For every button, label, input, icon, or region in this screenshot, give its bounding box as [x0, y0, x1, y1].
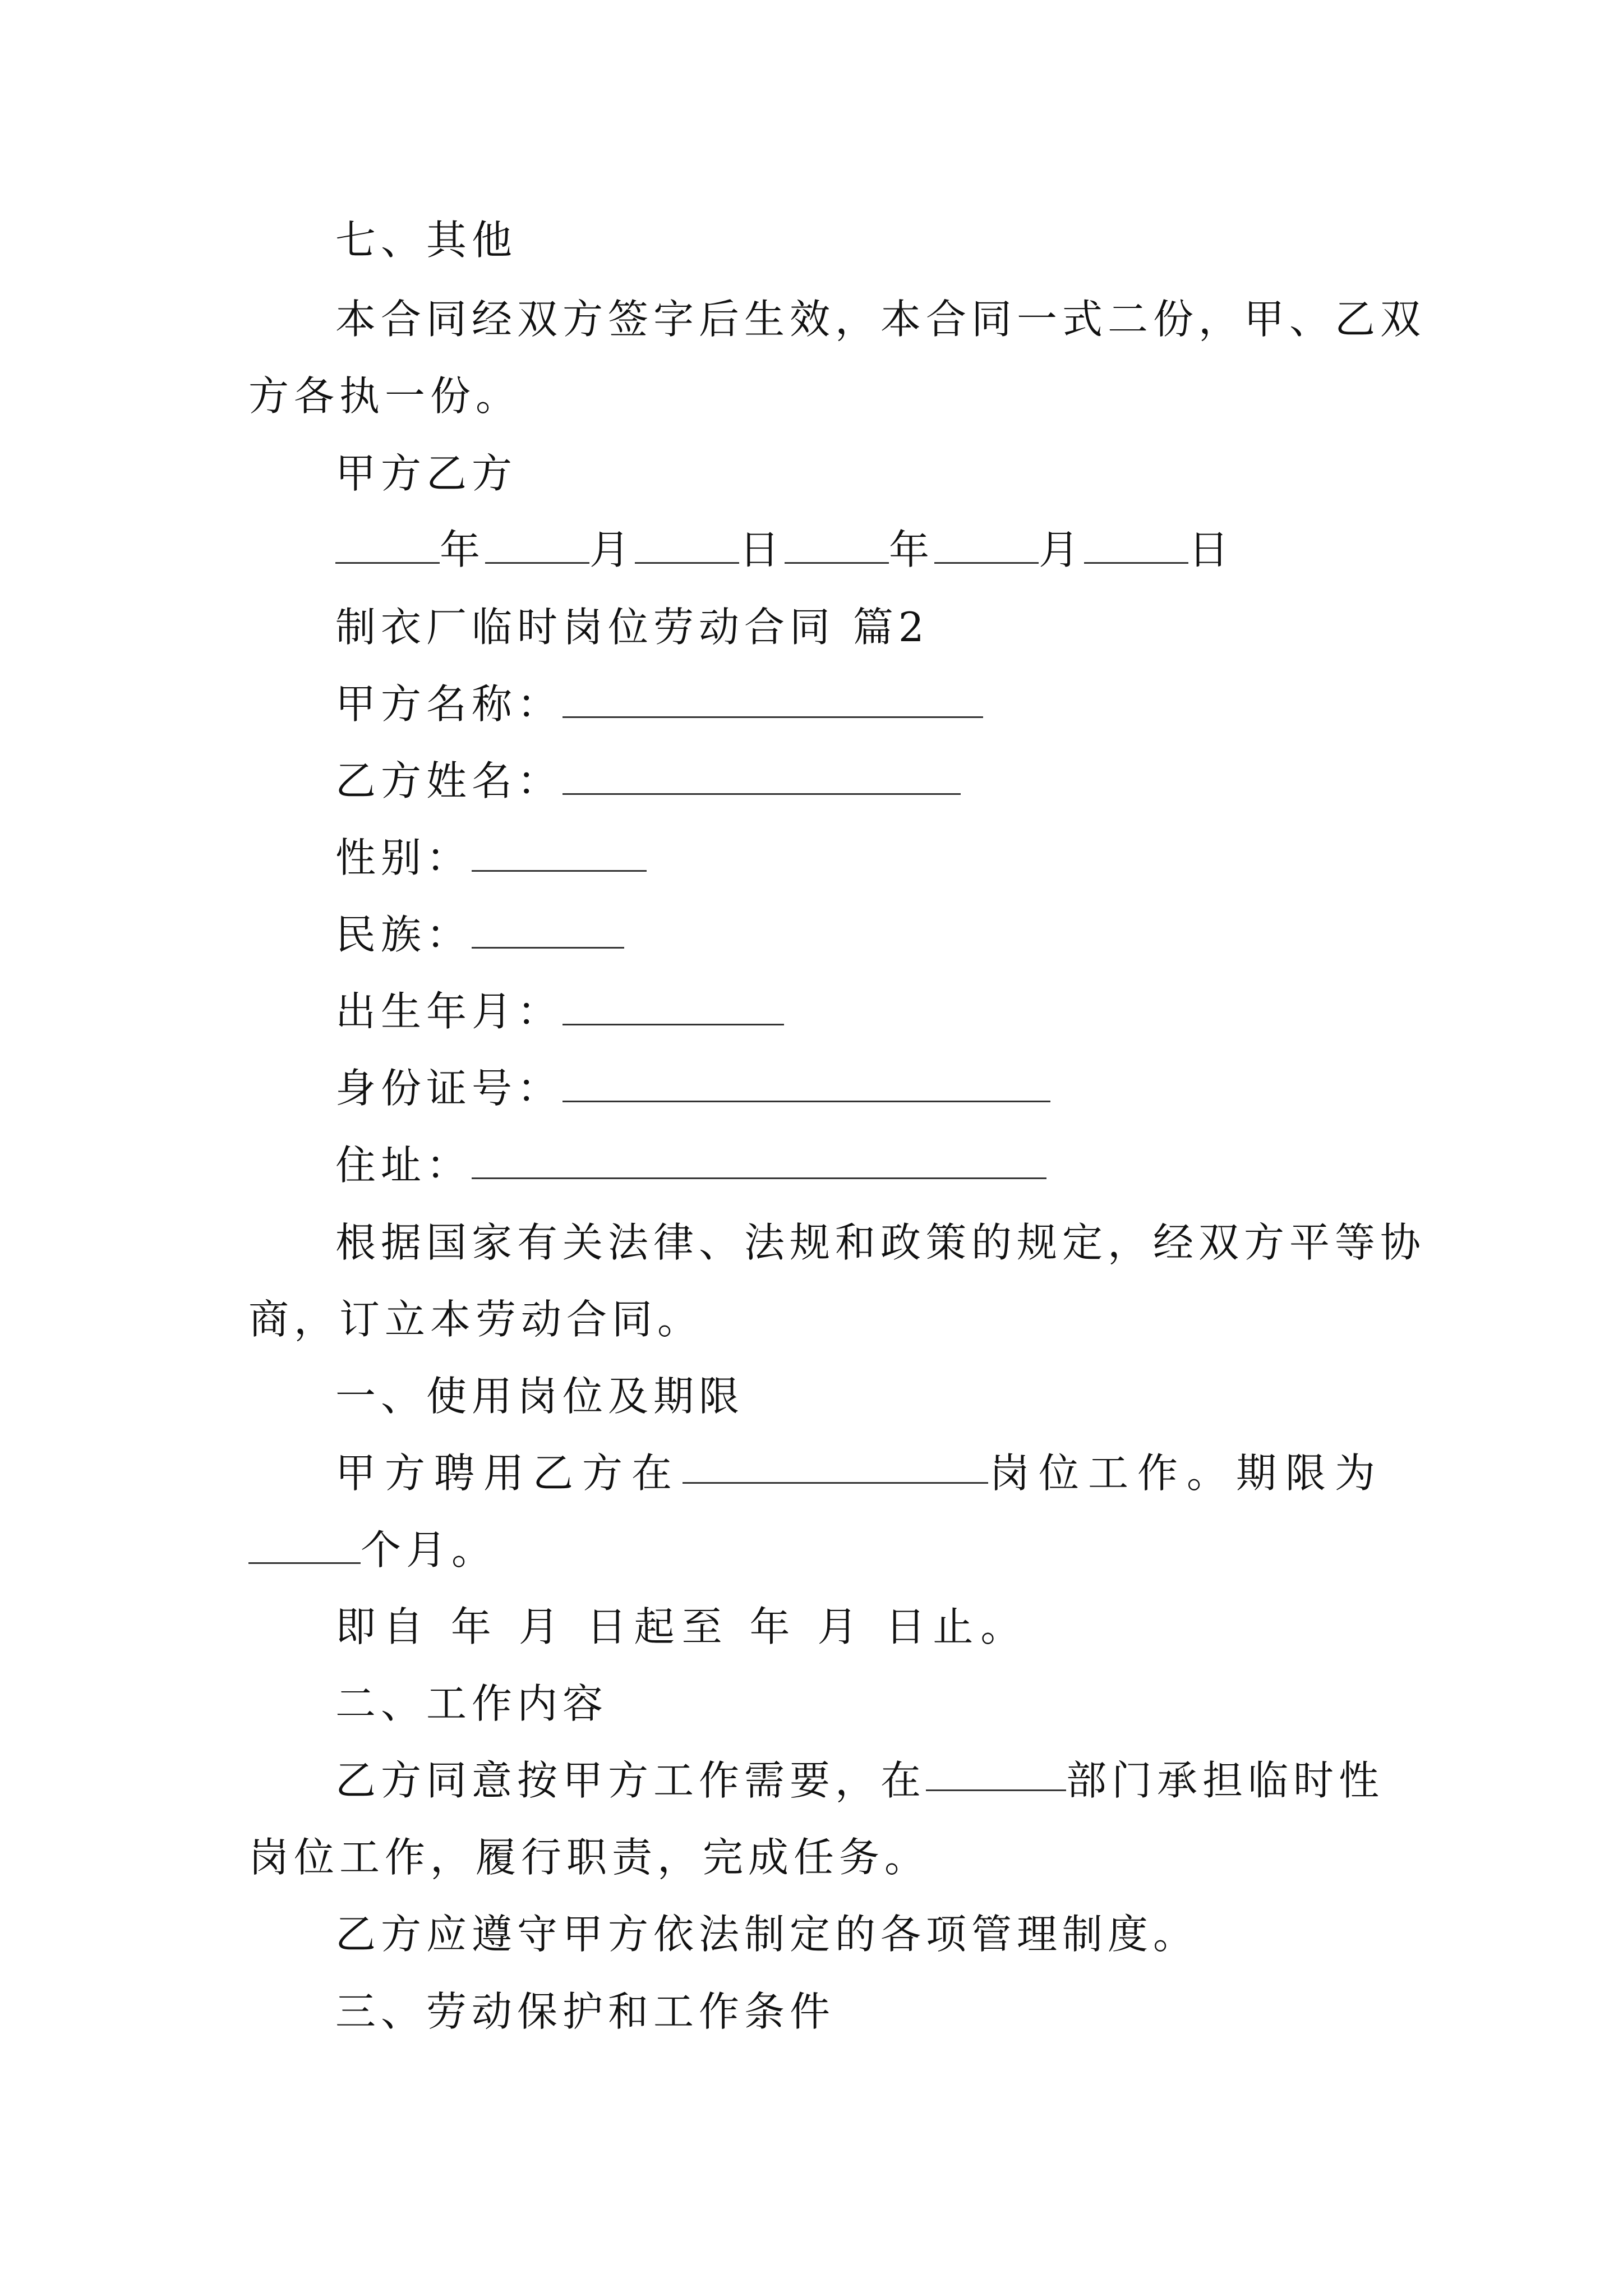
- field-label: 住址：: [335, 1142, 472, 1189]
- day-blank: [1084, 525, 1188, 564]
- id-number-blank: [562, 1064, 1050, 1102]
- s1-months-text: 个月。: [361, 1526, 497, 1573]
- gender-blank: [472, 833, 647, 872]
- date-char: 年: [440, 526, 486, 573]
- section-1-line-1: [335, 1445, 1384, 1501]
- month-blank: [485, 525, 589, 564]
- address-blank: [472, 1140, 1046, 1179]
- section-3-heading: 三、劳动保护和工作条件: [335, 1988, 836, 2035]
- date-line: [335, 522, 1234, 578]
- position-blank: [683, 1445, 988, 1484]
- section-2-line-1: [335, 1752, 1384, 1809]
- section-7-heading: 七、其他: [335, 217, 518, 264]
- effect-clause-line-2: 方各执一份。: [248, 372, 522, 420]
- field-label: 出生年月：: [335, 988, 563, 1035]
- field-label: 甲方名称：: [335, 680, 563, 728]
- section-2-line-2: 岗位工作，履行职责，完成任务。: [248, 1834, 930, 1881]
- day-blank: [635, 525, 739, 564]
- contract-title-2: 制衣厂临时岗位劳动合同 篇2: [335, 604, 929, 651]
- department-blank: [926, 1752, 1066, 1791]
- s1-text-a: 甲方聘用乙方在: [335, 1450, 681, 1497]
- field-label: 民族：: [335, 911, 472, 958]
- birth-date-blank: [562, 987, 784, 1025]
- party-b-name-blank: [562, 756, 961, 795]
- months-blank: [248, 1525, 361, 1564]
- date-char: 月: [589, 526, 635, 573]
- basis-line-2: 商，订立本劳动合同。: [248, 1296, 703, 1343]
- ethnicity-blank: [472, 910, 624, 949]
- date-char: 年: [889, 526, 935, 573]
- date-char: 日: [739, 526, 785, 573]
- birth-date-field: [335, 983, 784, 1039]
- field-label: 性别：: [335, 834, 472, 881]
- date-char: 日: [1188, 526, 1234, 573]
- s2-text-b: 部门承担临时性: [1066, 1757, 1384, 1804]
- s1-text-b: 岗位工作。期限为: [989, 1450, 1384, 1497]
- field-label: 乙方姓名：: [335, 757, 563, 804]
- year-blank: [335, 525, 440, 564]
- section-1-line-3: 即自 年 月 日起至 年 月 日止。: [335, 1603, 1029, 1650]
- party-b-name-field: [335, 753, 961, 809]
- ethnicity-field: [335, 907, 624, 963]
- section-1-line-2: [248, 1522, 497, 1578]
- gender-field: [335, 830, 647, 886]
- basis-line-1: 根据国家有关法律、法规和政策的规定，经双方平等协: [335, 1219, 1426, 1266]
- parties-signature-line: 甲方乙方: [335, 450, 518, 497]
- party-a-name-field: [335, 676, 983, 732]
- party-a-name-blank: [562, 679, 983, 718]
- section-2-line-3: 乙方应遵守甲方依法制定的各项管理制度。: [335, 1911, 1199, 1958]
- id-number-field: [335, 1060, 1050, 1116]
- date-char: 月: [1039, 526, 1085, 573]
- effect-clause-line-1: 本合同经双方签字后生效，本合同一式二份，甲、乙双: [335, 296, 1426, 343]
- section-2-heading: 二、工作内容: [335, 1680, 608, 1727]
- year-blank: [785, 525, 889, 564]
- address-field: [335, 1137, 1046, 1193]
- month-blank: [934, 525, 1039, 564]
- section-1-heading: 一、使用岗位及期限: [335, 1373, 745, 1420]
- s2-text-a: 乙方同意按甲方工作需要，在: [335, 1757, 926, 1804]
- field-label: 身份证号：: [335, 1065, 563, 1112]
